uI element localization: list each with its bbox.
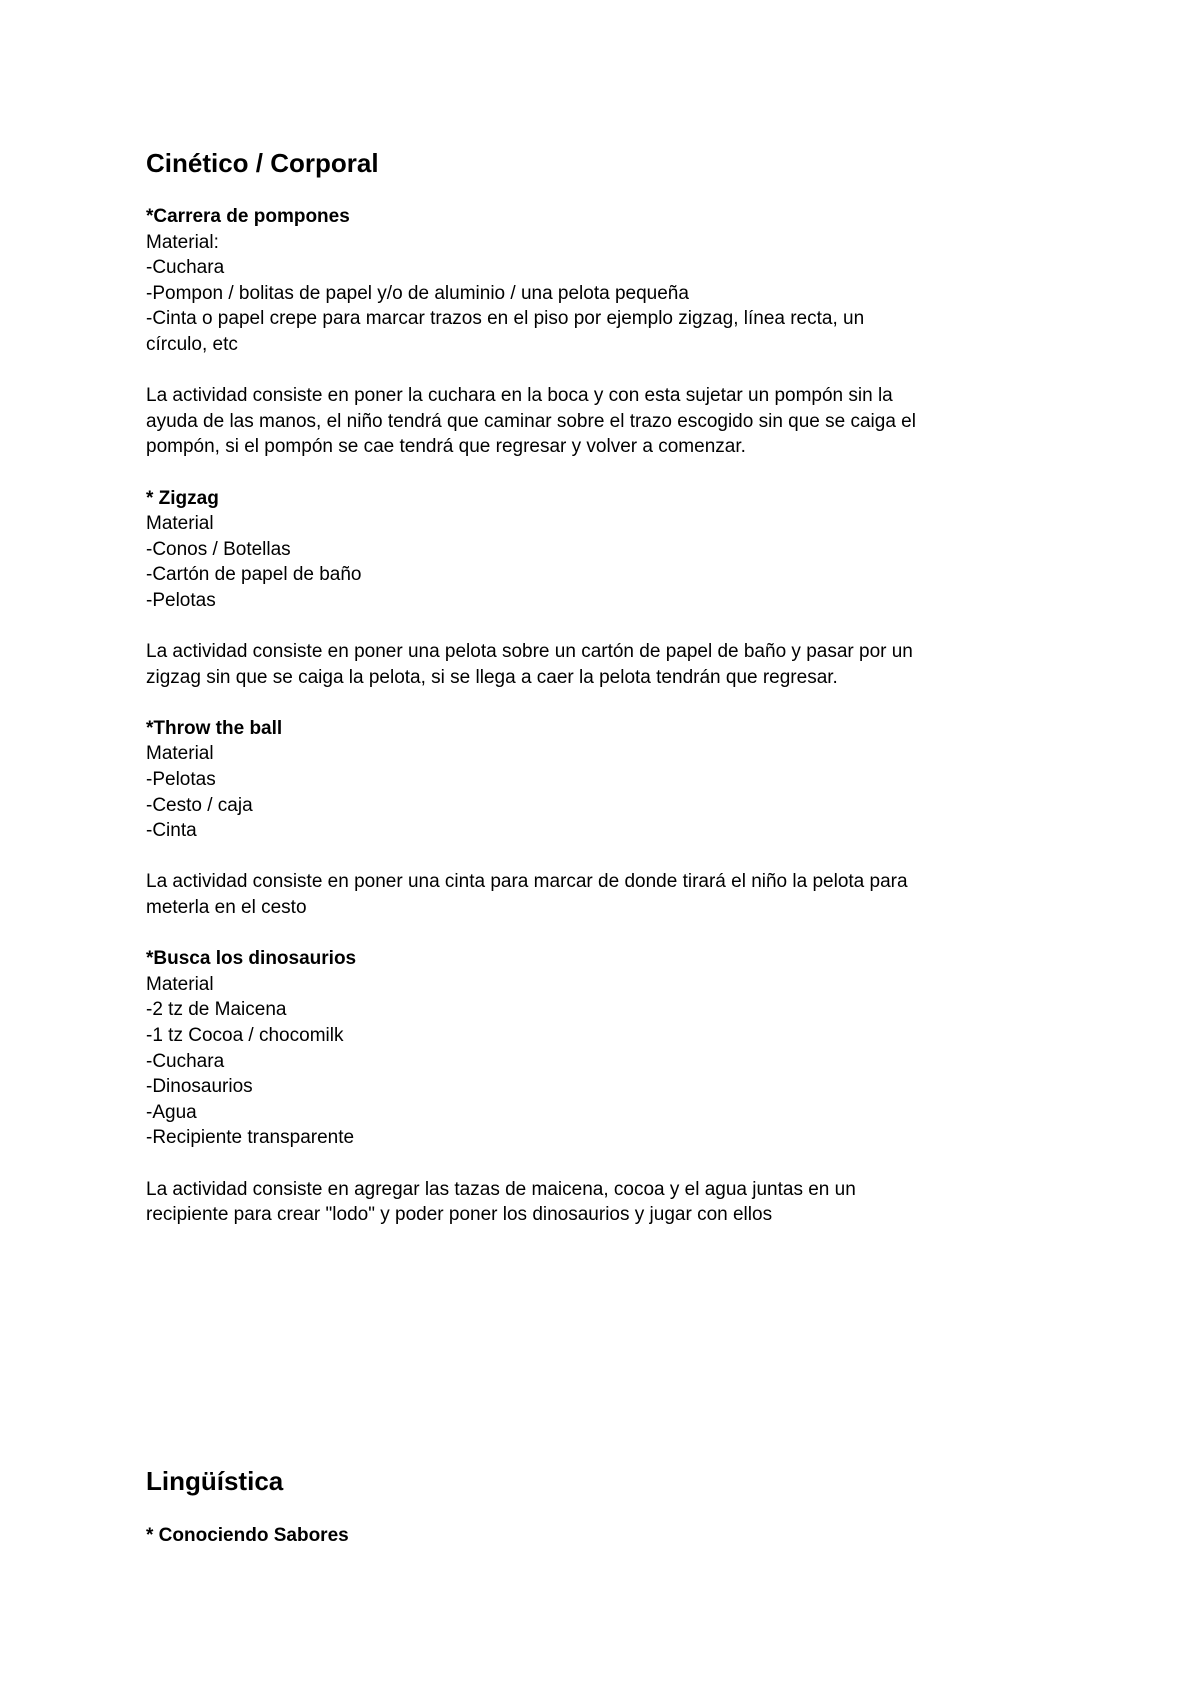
paragraph-gap	[146, 844, 1066, 870]
activity-description-line: La actividad consiste en agregar las tazas de maicena, cocoa y el agua juntas en un	[146, 1178, 856, 1200]
activity-description-line: La actividad consiste en poner la cuchara en la boca y con esta sujetar un pompón sin la	[146, 385, 893, 407]
material-item: -Cuchara	[146, 1050, 225, 1072]
activity-title-busca-los-dinosaurios: *Busca los dinosaurios	[146, 948, 357, 970]
paragraph-gap	[146, 690, 1066, 716]
material-item: -Pelotas	[146, 589, 216, 611]
activity-title-conociendo-sabores: * Conociendo Sabores	[146, 1525, 349, 1546]
material-item: -Agua	[146, 1101, 197, 1123]
paragraph-gap	[146, 921, 1066, 947]
activity-title-carrera-de-pompones: *Carrera de pompones	[146, 206, 350, 227]
paragraph-gap	[146, 1151, 1066, 1177]
activity-description-line: ayuda de las manos, el niño tendrá que caminar sobre el trazo escogido sin que se caiga el	[146, 410, 916, 432]
material-item: círculo, etc	[146, 333, 238, 355]
material-item: -Recipiente transparente	[146, 1127, 355, 1149]
material-item: -Cinta	[146, 820, 197, 842]
material-label: Material	[146, 973, 214, 995]
material-item: -1 tz Cocoa / chocomilk	[146, 1025, 344, 1046]
paragraph-gap	[146, 614, 1066, 640]
activity-description-line: La actividad consiste en poner una pelota sobre un cartón de papel de baño y pasar por un	[146, 641, 913, 663]
activity-title-zigzag: * Zigzag	[146, 487, 219, 509]
material-label: Material:	[146, 231, 219, 253]
activity-description-line: recipiente para crear "lodo" y poder poner los dinosaurios y jugar con ellos	[146, 1204, 773, 1226]
material-item: -Conos / Botellas	[146, 538, 291, 560]
section-content-linguistica	[146, 1523, 1066, 1549]
material-item: -Dinosaurios	[146, 1076, 253, 1098]
section-heading-cinetico-corporal: Cinético / Corporal	[146, 148, 379, 178]
activity-description-line: zigzag sin que se caiga la pelota, si se llega a caer la pelota tendrán que regresar.	[146, 666, 838, 688]
material-label: Material	[146, 743, 214, 765]
material-label: Material	[146, 513, 214, 535]
paragraph-gap	[146, 358, 1066, 384]
material-item: -Cesto / caja	[146, 794, 253, 816]
material-item: -Cartón de papel de baño	[146, 564, 362, 586]
section-content-cinetico-corporal	[146, 204, 1066, 1228]
section-heading-linguistica: Lingüística	[146, 1466, 284, 1496]
material-item: -Pelotas	[146, 769, 216, 791]
material-item: -Cinta o papel crepe para marcar trazos en el piso por ejemplo zigzag, línea recta, un	[146, 308, 865, 330]
material-item: -Pompon / bolitas de papel y/o de aluminio / una pelota pequeña	[146, 282, 689, 304]
activity-description-line: La actividad consiste en poner una cinta para marcar de donde tirará el niño la pelota para	[146, 871, 908, 893]
material-item: -Cuchara	[146, 257, 225, 279]
activity-title-throw-the-ball: *Throw the ball	[146, 717, 283, 739]
activity-description-line: pompón, si el pompón se cae tendrá que regresar y volver a comenzar.	[146, 436, 746, 458]
material-item: -2 tz de Maicena	[146, 999, 287, 1021]
activity-description-line: meterla en el cesto	[146, 897, 307, 919]
paragraph-gap	[146, 460, 1066, 486]
